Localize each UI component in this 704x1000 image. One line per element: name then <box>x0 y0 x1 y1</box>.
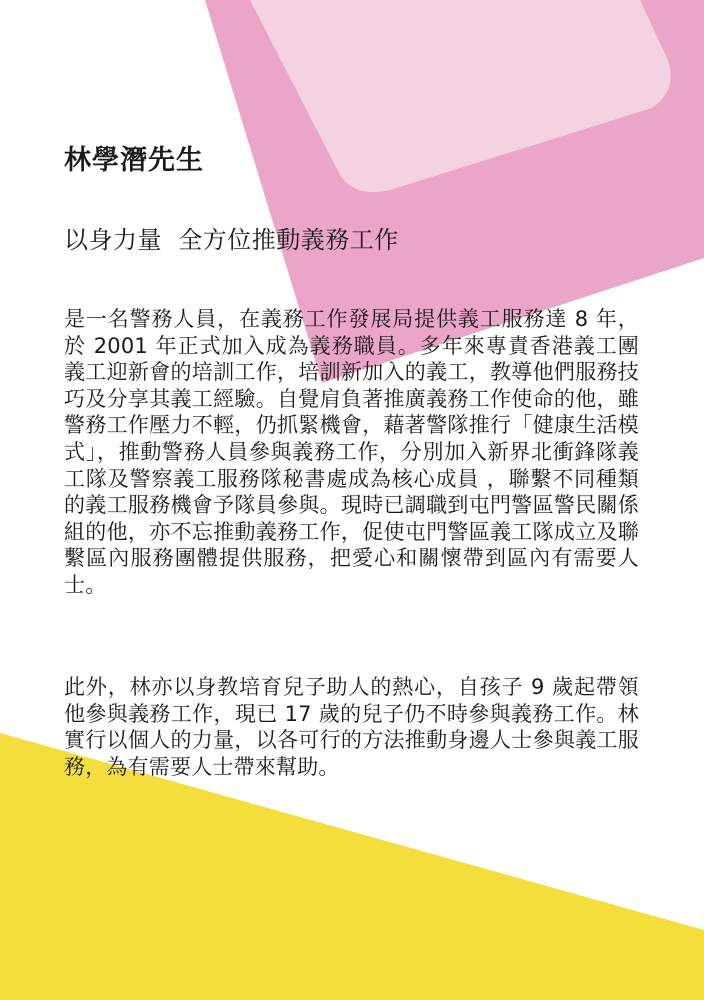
body-paragraph: 是一名警務人員，在義務工作發展局提供義工服務達 8 年，於 2001 年正式加入成為義務職員。多年來專責香港義工團義工迎新會的培訓工作，培訓新加入的義工，教導他們服務技巧及分享其義工經驗。自覺肩負著推廣義務工作使命的他，雖警務工作壓力不輕，仍抓緊機會，藉著警隊推行「健康生活模式」，推動警務人員參與義務工作，分別加入新界北衝鋒隊義工隊及警察義工服務隊秘書處成為核心成員 ，聯繫不同種類的義工服務機會予隊員參與。現時已調職到屯門警區警民關係組的他，亦不忘推動義務工作，促使屯門警區義工隊成立及聯繫區內服務團體提供服務，把愛心和關懷帶到區內有需要人士。 <box>64 307 639 597</box>
subtitle: 以身力量 全方位推動義務工作 <box>64 226 399 254</box>
body-paragraph: 此外，林亦以身教培育兒子助人的熱心，自孩子 9 歲起帶領他參與義務工作，現已 17 歲的兒子仍不時參與義務工作。林實行以個人的力量，以各可行的方法推動身邊人士參與義工服務，為有需要人士帶來幫助。 <box>64 675 639 779</box>
person-name: 林學潛先生 <box>64 145 204 176</box>
